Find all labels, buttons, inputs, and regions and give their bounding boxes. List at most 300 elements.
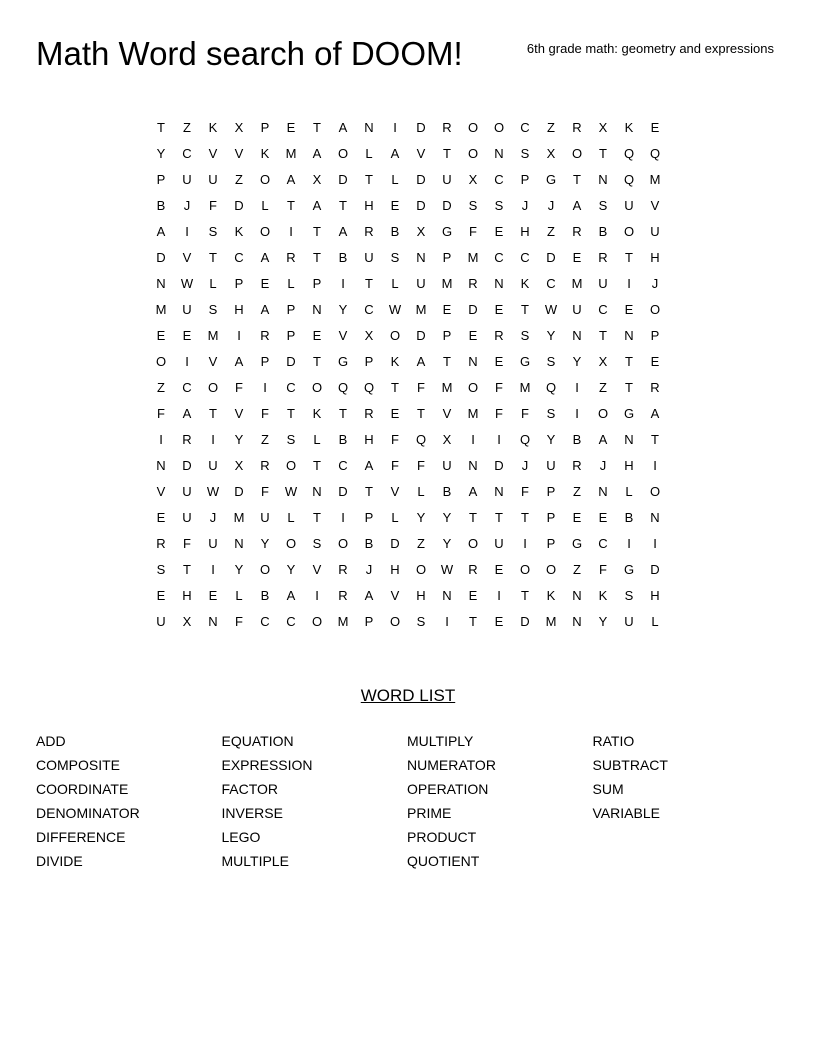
grid-letter: N — [364, 120, 374, 135]
grid-letter: G — [519, 354, 531, 369]
grid-letter: R — [572, 224, 582, 239]
grid-letter: X — [234, 120, 244, 135]
grid-letter: O — [285, 536, 297, 551]
grid-letter: T — [313, 458, 321, 473]
grid-letter: Z — [261, 432, 269, 447]
grid-letter: E — [286, 120, 296, 135]
grid-letter: L — [365, 146, 373, 161]
grid-letter: I — [211, 432, 215, 447]
grid-letter: O — [337, 536, 349, 551]
grid-letter: N — [416, 250, 426, 265]
grid-letter: J — [547, 198, 555, 213]
grid-letter: M — [155, 302, 167, 317]
grid-letter: Z — [417, 536, 425, 551]
grid-letter: A — [234, 354, 244, 369]
word-list-item: DENOMINATOR — [36, 805, 140, 821]
grid-letter: Y — [546, 432, 556, 447]
grid-letter: A — [312, 198, 322, 213]
grid-letter: F — [183, 536, 191, 551]
grid-letter: J — [521, 458, 529, 473]
grid-letter: N — [468, 354, 478, 369]
grid-letter: K — [546, 588, 556, 603]
grid-letter: O — [207, 380, 219, 395]
grid-letter: H — [520, 224, 530, 239]
grid-letter: D — [416, 120, 426, 135]
grid-letter: O — [519, 562, 531, 577]
grid-letter: O — [389, 328, 401, 343]
grid-letter: U — [494, 536, 504, 551]
grid-letter: B — [390, 224, 400, 239]
grid-letter: I — [575, 380, 579, 395]
grid-letter: I — [159, 432, 163, 447]
grid-letter: L — [651, 614, 659, 629]
grid-letter: T — [625, 380, 633, 395]
grid-letter: T — [365, 276, 373, 291]
grid-letter: C — [520, 250, 530, 265]
grid-letter: N — [156, 458, 166, 473]
grid-letter: C — [364, 302, 374, 317]
word-list-item: FACTOR — [221, 781, 279, 797]
grid-letter: O — [259, 224, 271, 239]
grid-row — [148, 219, 668, 245]
word-list-heading-text: WORD LIST — [360, 686, 456, 705]
grid-letter: R — [442, 120, 452, 135]
grid-letter: E — [208, 588, 218, 603]
grid-letter: D — [390, 536, 400, 551]
grid-letter: S — [546, 354, 556, 369]
grid-letter: M — [285, 146, 297, 161]
grid-letter: P — [364, 354, 374, 369]
grid-letter: E — [494, 224, 504, 239]
grid-letter: O — [285, 458, 297, 473]
grid-letter: U — [572, 302, 582, 317]
grid-letter: T — [339, 406, 347, 421]
grid-letter: S — [390, 250, 400, 265]
word-list-item: SUM — [592, 781, 624, 797]
grid-letter: K — [208, 120, 218, 135]
grid-letter: P — [260, 120, 270, 135]
grid-letter: D — [442, 198, 452, 213]
word-list-item: PRIME — [407, 805, 452, 821]
grid-letter: T — [157, 120, 165, 135]
grid-letter: Y — [156, 146, 166, 161]
grid-letter: I — [523, 536, 527, 551]
grid-letter: A — [572, 198, 582, 213]
grid-letter: G — [545, 172, 557, 187]
word-list-item: ADD — [36, 733, 66, 749]
word-search-grid — [148, 115, 668, 635]
grid-letter: W — [284, 484, 298, 499]
grid-letter: P — [286, 328, 296, 343]
grid-letter: U — [624, 198, 634, 213]
grid-letter: A — [156, 224, 166, 239]
grid-letter: P — [546, 536, 556, 551]
grid-row — [148, 323, 668, 349]
grid-letter: F — [417, 458, 425, 473]
grid-letter: O — [493, 120, 505, 135]
grid-letter: H — [650, 250, 660, 265]
grid-letter: Y — [442, 510, 452, 525]
word-list-item: LEGO — [221, 829, 261, 845]
grid-letter: G — [623, 406, 635, 421]
grid-letter: H — [390, 562, 400, 577]
grid-letter: M — [571, 276, 583, 291]
grid-letter: U — [208, 172, 218, 187]
grid-letter: Z — [157, 380, 165, 395]
grid-letter: D — [234, 198, 244, 213]
grid-letter: X — [598, 354, 608, 369]
grid-letter: S — [286, 432, 296, 447]
grid-letter: T — [443, 354, 451, 369]
word-list-item: INVERSE — [221, 805, 283, 821]
grid-letter: O — [467, 536, 479, 551]
grid-letter: A — [364, 458, 374, 473]
grid-letter: C — [520, 120, 530, 135]
grid-letter: O — [389, 614, 401, 629]
grid-letter: A — [338, 120, 348, 135]
grid-letter: R — [364, 406, 374, 421]
grid-letter: V — [650, 198, 660, 213]
grid-letter: G — [337, 354, 349, 369]
grid-letter: A — [260, 250, 270, 265]
grid-row — [148, 167, 668, 193]
grid-letter: T — [417, 406, 425, 421]
grid-letter: R — [260, 328, 270, 343]
grid-row — [148, 141, 668, 167]
grid-letter: H — [182, 588, 192, 603]
grid-letter: V — [442, 406, 452, 421]
grid-row — [148, 245, 668, 271]
grid-letter: E — [494, 614, 504, 629]
grid-letter: D — [182, 458, 192, 473]
grid-letter: P — [442, 250, 452, 265]
grid-letter: U — [208, 536, 218, 551]
grid-letter: V — [182, 250, 192, 265]
grid-letter: N — [234, 536, 244, 551]
grid-letter: V — [312, 562, 322, 577]
word-list-item: NUMERATOR — [407, 757, 496, 773]
grid-letter: L — [391, 510, 399, 525]
grid-letter: T — [313, 354, 321, 369]
grid-letter: D — [494, 458, 504, 473]
grid-letter: Z — [235, 172, 243, 187]
grid-letter: J — [365, 562, 373, 577]
grid-row — [148, 427, 668, 453]
grid-letter: T — [443, 146, 451, 161]
grid-letter: O — [467, 146, 479, 161]
grid-letter: S — [520, 328, 530, 343]
grid-letter: F — [261, 406, 269, 421]
grid-letter: U — [182, 510, 192, 525]
grid-letter: M — [415, 302, 427, 317]
grid-row — [148, 375, 668, 401]
grid-letter: L — [235, 588, 243, 603]
grid-letter: H — [364, 198, 374, 213]
grid-letter: X — [442, 432, 452, 447]
grid-letter: E — [598, 510, 608, 525]
grid-letter: M — [467, 406, 479, 421]
grid-letter: B — [338, 250, 348, 265]
grid-letter: U — [364, 250, 374, 265]
grid-letter: L — [287, 510, 295, 525]
grid-letter: J — [599, 458, 607, 473]
grid-letter: F — [209, 198, 217, 213]
grid-letter: U — [182, 302, 192, 317]
word-list-item: DIFFERENCE — [36, 829, 126, 845]
grid-letter: Y — [598, 614, 608, 629]
grid-letter: S — [546, 406, 556, 421]
grid-letter: A — [286, 172, 296, 187]
grid-letter: Y — [416, 510, 426, 525]
grid-letter: D — [234, 484, 244, 499]
grid-letter: R — [364, 224, 374, 239]
grid-letter: M — [207, 328, 219, 343]
grid-letter: I — [653, 458, 657, 473]
grid-letter: M — [649, 172, 661, 187]
grid-letter: P — [234, 276, 244, 291]
grid-letter: C — [260, 614, 270, 629]
grid-letter: N — [312, 302, 322, 317]
grid-letter: U — [546, 458, 556, 473]
grid-row — [148, 453, 668, 479]
grid-letter: F — [495, 380, 503, 395]
grid-row — [148, 115, 668, 141]
grid-letter: W — [206, 484, 220, 499]
grid-letter: T — [521, 510, 529, 525]
grid-letter: K — [312, 406, 322, 421]
grid-letter: C — [182, 146, 192, 161]
grid-letter: P — [546, 484, 556, 499]
grid-letter: B — [572, 432, 582, 447]
grid-letter: P — [546, 510, 556, 525]
grid-letter: B — [598, 224, 608, 239]
grid-letter: E — [156, 588, 166, 603]
grid-letter: N — [624, 432, 634, 447]
grid-row — [148, 193, 668, 219]
grid-letter: U — [416, 276, 426, 291]
grid-letter: G — [571, 536, 583, 551]
grid-letter: E — [156, 510, 166, 525]
grid-letter: E — [650, 354, 660, 369]
grid-letter: S — [520, 146, 530, 161]
grid-letter: A — [338, 224, 348, 239]
grid-letter: J — [209, 510, 217, 525]
grid-letter: Y — [442, 536, 452, 551]
grid-letter: C — [598, 536, 608, 551]
grid-letter: C — [546, 276, 556, 291]
word-list-item: COORDINATE — [36, 781, 129, 797]
grid-letter: I — [341, 276, 345, 291]
grid-letter: U — [156, 614, 166, 629]
grid-letter: J — [183, 198, 191, 213]
grid-letter: J — [651, 276, 659, 291]
grid-letter: D — [416, 198, 426, 213]
grid-letter: N — [572, 328, 582, 343]
grid-letter: T — [599, 328, 607, 343]
grid-letter: F — [261, 484, 269, 499]
page-title: Math Word search of DOOM! — [36, 35, 463, 72]
grid-letter: E — [182, 328, 192, 343]
grid-letter: T — [573, 172, 581, 187]
grid-letter: D — [338, 172, 348, 187]
grid-letter: T — [313, 120, 321, 135]
grid-letter: E — [494, 562, 504, 577]
grid-letter: U — [182, 484, 192, 499]
grid-letter: I — [627, 536, 631, 551]
grid-letter: D — [416, 328, 426, 343]
grid-letter: D — [286, 354, 296, 369]
grid-letter: T — [339, 198, 347, 213]
grid-letter: P — [260, 354, 270, 369]
grid-letter: R — [156, 536, 166, 551]
grid-row — [148, 609, 668, 635]
grid-letter: N — [442, 588, 452, 603]
grid-letter: H — [624, 458, 634, 473]
grid-letter: D — [338, 484, 348, 499]
grid-letter: A — [286, 588, 296, 603]
grid-letter: E — [260, 276, 270, 291]
word-list-item: EQUATION — [221, 733, 294, 749]
grid-letter: I — [445, 614, 449, 629]
grid-letter: U — [442, 458, 452, 473]
grid-letter: T — [469, 614, 477, 629]
grid-letter: P — [650, 328, 660, 343]
grid-letter: Z — [573, 484, 581, 499]
grid-letter: C — [338, 458, 348, 473]
grid-letter: R — [338, 562, 348, 577]
grid-letter: V — [156, 484, 166, 499]
grid-letter: N — [650, 510, 660, 525]
grid-letter: F — [521, 406, 529, 421]
word-list-item: OPERATION — [407, 781, 489, 797]
grid-letter: S — [156, 562, 166, 577]
grid-letter: C — [286, 380, 296, 395]
grid-row — [148, 271, 668, 297]
word-list-item: DIVIDE — [36, 853, 83, 869]
grid-letter: Z — [547, 120, 555, 135]
grid-letter: W — [180, 276, 194, 291]
word-list-item: QUOTIENT — [407, 853, 480, 869]
grid-letter: V — [416, 146, 426, 161]
grid-letter: T — [469, 510, 477, 525]
word-list — [36, 729, 778, 873]
grid-letter: O — [259, 172, 271, 187]
grid-letter: T — [625, 354, 633, 369]
grid-letter: K — [598, 588, 608, 603]
grid-letter: J — [521, 198, 529, 213]
grid-letter: H — [650, 588, 660, 603]
grid-letter: H — [234, 302, 244, 317]
grid-letter: R — [650, 380, 660, 395]
grid-letter: R — [260, 458, 270, 473]
grid-letter: T — [365, 484, 373, 499]
grid-letter: M — [545, 614, 557, 629]
grid-letter: E — [442, 302, 452, 317]
grid-letter: H — [416, 588, 426, 603]
grid-letter: G — [441, 224, 453, 239]
grid-letter: C — [494, 250, 504, 265]
grid-letter: R — [338, 588, 348, 603]
grid-letter: O — [311, 380, 323, 395]
grid-letter: Y — [546, 328, 556, 343]
grid-letter: I — [263, 380, 267, 395]
grid-letter: T — [287, 198, 295, 213]
word-list-item: EXPRESSION — [221, 757, 313, 773]
grid-letter: L — [261, 198, 269, 213]
grid-letter: X — [312, 172, 322, 187]
grid-letter: E — [156, 328, 166, 343]
word-list-item: MULTIPLE — [221, 853, 289, 869]
grid-letter: N — [572, 588, 582, 603]
grid-letter: I — [575, 406, 579, 421]
grid-letter: R — [468, 562, 478, 577]
grid-letter: U — [442, 172, 452, 187]
grid-letter: I — [341, 510, 345, 525]
grid-letter: R — [182, 432, 192, 447]
grid-letter: I — [237, 328, 241, 343]
grid-letter: B — [260, 588, 270, 603]
grid-row — [148, 583, 668, 609]
grid-letter: L — [417, 484, 425, 499]
grid-row — [148, 531, 668, 557]
grid-letter: S — [468, 198, 478, 213]
grid-letter: D — [416, 172, 426, 187]
grid-letter: Z — [599, 380, 607, 395]
grid-letter: Q — [519, 432, 531, 447]
grid-letter: U — [260, 510, 270, 525]
grid-letter: V — [390, 588, 400, 603]
grid-letter: C — [286, 614, 296, 629]
grid-letter: T — [651, 432, 659, 447]
grid-letter: M — [441, 380, 453, 395]
word-list-column — [407, 729, 593, 873]
grid-letter: S — [416, 614, 426, 629]
grid-letter: E — [624, 302, 634, 317]
grid-letter: Q — [649, 146, 661, 161]
word-list-item: MULTIPLY — [407, 733, 474, 749]
grid-letter: Q — [415, 432, 427, 447]
grid-letter: L — [313, 432, 321, 447]
grid-letter: O — [623, 224, 635, 239]
grid-letter: E — [468, 588, 478, 603]
grid-letter: O — [545, 562, 557, 577]
grid-letter: E — [468, 328, 478, 343]
grid-letter: Q — [363, 380, 375, 395]
grid-letter: I — [497, 432, 501, 447]
grid-letter: F — [599, 562, 607, 577]
grid-letter: S — [598, 198, 608, 213]
grid-letter: E — [390, 406, 400, 421]
grid-letter: O — [597, 406, 609, 421]
grid-letter: X — [182, 614, 192, 629]
grid-letter: F — [495, 406, 503, 421]
grid-letter: W — [544, 302, 558, 317]
grid-letter: N — [598, 172, 608, 187]
grid-letter: B — [156, 198, 166, 213]
grid-letter: K — [520, 276, 530, 291]
grid-row — [148, 479, 668, 505]
grid-letter: R — [572, 458, 582, 473]
grid-row — [148, 505, 668, 531]
grid-letter: C — [598, 302, 608, 317]
grid-letter: F — [235, 380, 243, 395]
word-list-heading — [0, 685, 816, 707]
grid-letter: A — [364, 588, 374, 603]
grid-letter: Q — [623, 172, 635, 187]
grid-letter: O — [649, 484, 661, 499]
grid-letter: Y — [286, 562, 296, 577]
grid-letter: T — [365, 172, 373, 187]
